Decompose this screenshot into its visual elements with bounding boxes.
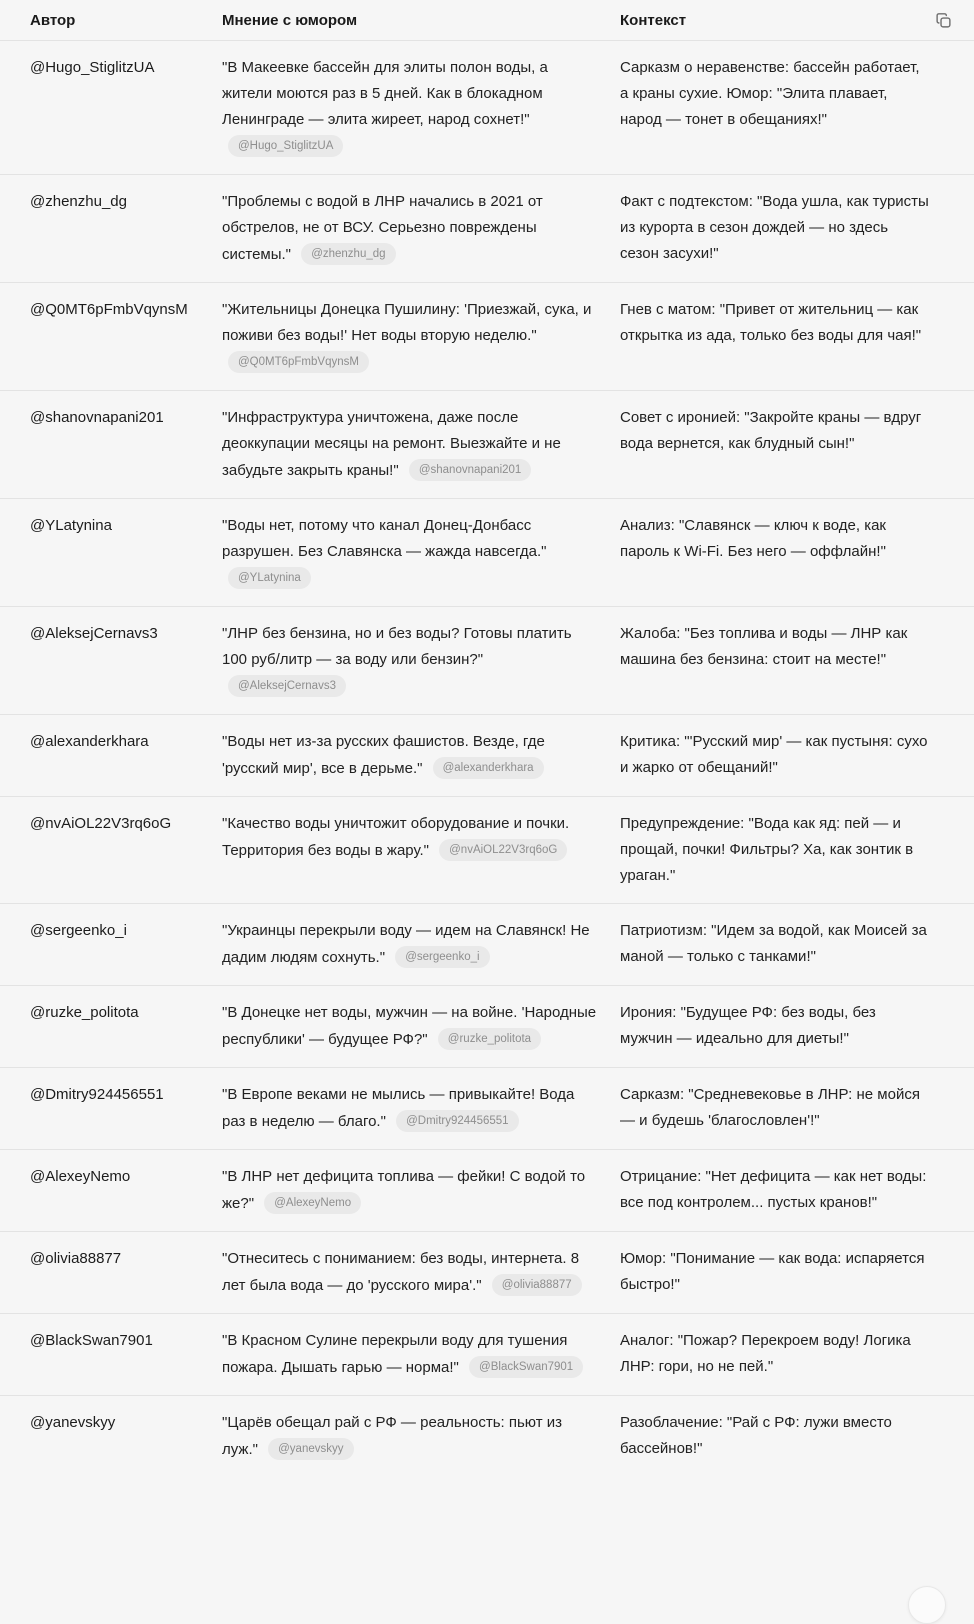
author-handle: @olivia88877 bbox=[30, 1250, 122, 1267]
author-badge: @Dmitry924456551 bbox=[396, 1110, 518, 1132]
author-badge: @AlexeyNemo bbox=[264, 1192, 361, 1214]
opinion-cell bbox=[222, 1246, 620, 1299]
opinion-text: "В Красном Сулине перекрыли воду для тушения пожара. Дышать гарью — норма!" bbox=[222, 1332, 568, 1376]
opinion-cell bbox=[222, 729, 620, 782]
author-badge: @YLatynina bbox=[228, 567, 311, 589]
author-handle: @nvAiOL22V3rq6oG bbox=[30, 815, 172, 832]
opinion-text: "Отнеситесь с пониманием: без воды, интернета. 8 лет была вода — до 'русского мира'." bbox=[222, 1250, 580, 1294]
table-row bbox=[0, 1395, 974, 1477]
context-text: Ирония: "Будущее РФ: без воды, без мужчин — идеально для диеты!" bbox=[620, 1004, 876, 1047]
context-text: Отрицание: "Нет дефицита — как нет воды: все под контролем... пустых кранов!" bbox=[620, 1168, 927, 1211]
author-handle: @Hugo_StiglitzUA bbox=[30, 59, 155, 76]
opinion-cell bbox=[222, 1164, 620, 1217]
opinion-text: "Украинцы перекрыли воду — идем на Славянск! Не дадим людям сохнуть." bbox=[222, 922, 590, 966]
table-row bbox=[0, 498, 974, 606]
opinion-cell bbox=[222, 297, 620, 376]
context-text: Разоблачение: "Рай с РФ: лужи вместо бассейнов!" bbox=[620, 1414, 892, 1457]
context-text: Юмор: "Понимание — как вода: испаряется быстро!" bbox=[620, 1250, 925, 1293]
opinion-text: "Инфраструктура уничтожена, даже после деоккупации месяцы на ремонт. Выезжайте и не забудьте закрыть краны!" bbox=[222, 409, 561, 479]
opinion-cell bbox=[222, 405, 620, 484]
column-header-context: Контекст bbox=[620, 11, 687, 29]
opinion-text: "В Макеевке бассейн для элиты полон воды, а жители моются раз в 5 дней. Как в блокадном Ленинграде — элита жиреет, народ сохнет!" bbox=[222, 59, 548, 128]
context-text: Патриотизм: "Идем за водой, как Моисей за маной — только с танками!" bbox=[620, 922, 927, 965]
author-badge: @Q0MT6pFmbVqynsM bbox=[228, 351, 369, 373]
opinion-text: "Качество воды уничтожит оборудование и почки. Территория без воды в жару." bbox=[222, 815, 570, 859]
table-row bbox=[0, 714, 974, 796]
table-row bbox=[0, 903, 974, 985]
author-handle: @yanevskyy bbox=[30, 1414, 116, 1431]
opinion-text: "Проблемы с водой в ЛНР начались в 2021 от обстрелов, не от ВСУ. Серьезно повреждены системы." bbox=[222, 193, 543, 263]
opinion-text: "ЛНР без бензина, но и без воды? Готовы платить 100 руб/литр — за воду или бензин?" bbox=[222, 625, 572, 668]
author-badge: @nvAiOL22V3rq6oG bbox=[439, 839, 567, 861]
table-row bbox=[0, 40, 974, 174]
author-badge: @alexanderkhara bbox=[433, 757, 544, 779]
context-text: Жалоба: "Без топлива и воды — ЛНР как машина без бензина: стоит на месте!" bbox=[620, 625, 908, 668]
author-handle: @ruzke_politota bbox=[30, 1004, 139, 1021]
opinion-cell bbox=[222, 189, 620, 268]
context-text: Предупреждение: "Вода как яд: пей — и прощай, почки! Фильтры? Ха, как зонтик в ураган." bbox=[620, 815, 914, 884]
table-row bbox=[0, 1231, 974, 1313]
opinion-text: "В Европе веками не мылись — привыкайте! Вода раз в неделю — благо." bbox=[222, 1086, 575, 1130]
opinion-cell bbox=[222, 1410, 620, 1463]
opinion-cell bbox=[222, 811, 620, 889]
opinion-text: "Воды нет из-за русских фашистов. Везде, где 'русский мир', все в дерьме." bbox=[222, 733, 545, 777]
author-handle: @YLatynina bbox=[30, 517, 112, 534]
opinion-cell bbox=[222, 513, 620, 592]
author-badge: @BlackSwan7901 bbox=[469, 1356, 583, 1378]
table-header bbox=[0, 0, 974, 40]
author-badge: @shanovnapani201 bbox=[409, 459, 531, 481]
author-handle: @alexanderkhara bbox=[30, 733, 149, 750]
context-text: Совет с иронией: "Закройте краны — вдруг вода вернется, как блудный сын!" bbox=[620, 409, 922, 452]
author-handle: @shanovnapani201 bbox=[30, 409, 164, 426]
context-text: Сарказм о неравенстве: бассейн работает, а краны сухие. Юмор: "Элита плавает, народ — тонет в обещаниях!" bbox=[620, 59, 920, 128]
author-badge: @Hugo_StiglitzUA bbox=[228, 135, 343, 157]
context-text: Сарказм: "Средневековье в ЛНР: не мойся — и будешь 'благословлен'!" bbox=[620, 1086, 920, 1129]
copy-table-button[interactable] bbox=[933, 10, 954, 31]
opinion-cell bbox=[222, 55, 620, 160]
opinion-text: "В Донецке нет воды, мужчин — на войне. 'Народные республики' — будущее РФ?" bbox=[222, 1004, 597, 1048]
context-text: Критика: "'Русский мир' — как пустыня: сухо и жарко от обещаний!" bbox=[620, 733, 928, 776]
table-row bbox=[0, 1149, 974, 1231]
table-row bbox=[0, 390, 974, 498]
opinion-text: "Жительницы Донецка Пушилину: 'Приезжай, сука, и поживи без воды!' Нет воды вторую неделю." bbox=[222, 301, 592, 344]
copy-icon bbox=[935, 12, 952, 29]
author-handle: @sergeenko_i bbox=[30, 922, 127, 939]
author-handle: @BlackSwan7901 bbox=[30, 1332, 153, 1349]
table-row bbox=[0, 606, 974, 714]
column-header-author: Автор bbox=[30, 11, 76, 29]
context-text: Факт с подтекстом: "Вода ушла, как туристы из курорта в сезон дождей — но здесь сезон засухи!" bbox=[620, 193, 929, 262]
author-handle: @AleksejCernavs3 bbox=[30, 625, 158, 642]
scroll-down-button[interactable] bbox=[908, 1586, 946, 1624]
context-text: Гнев с матом: "Привет от жительниц — как открытка из ада, только без воды для чая!" bbox=[620, 301, 922, 344]
context-text: Анализ: "Славянск — ключ к воде, как пароль к Wi-Fi. Без него — оффлайн!" bbox=[620, 517, 886, 560]
author-handle: @Dmitry924456551 bbox=[30, 1086, 164, 1103]
opinion-cell bbox=[222, 621, 620, 700]
context-text: Аналог: "Пожар? Перекроем воду! Логика ЛНР: гори, но не пей." bbox=[620, 1332, 911, 1375]
table-row bbox=[0, 985, 974, 1067]
table-row bbox=[0, 282, 974, 390]
author-badge: @AleksejCernavs3 bbox=[228, 675, 346, 697]
author-handle: @Q0MT6pFmbVqynsM bbox=[30, 301, 188, 318]
opinion-text: "Воды нет, потому что канал Донец-Донбасс разрушен. Без Славянска — жажда навсегда." bbox=[222, 517, 547, 560]
table-body bbox=[0, 40, 974, 1477]
table-row bbox=[0, 1067, 974, 1149]
opinion-cell bbox=[222, 1328, 620, 1381]
opinion-cell bbox=[222, 918, 620, 971]
table-row bbox=[0, 174, 974, 282]
opinion-cell bbox=[222, 1082, 620, 1135]
opinion-cell bbox=[222, 1000, 620, 1053]
author-badge: @yanevskyy bbox=[268, 1438, 353, 1460]
author-badge: @olivia88877 bbox=[492, 1274, 582, 1296]
table-row bbox=[0, 796, 974, 903]
author-badge: @ruzke_politota bbox=[438, 1028, 541, 1050]
opinion-text: "В ЛНР нет дефицита топлива — фейки! С водой то же?" bbox=[222, 1168, 586, 1212]
author-handle: @zhenzhu_dg bbox=[30, 193, 127, 210]
column-header-opinion: Мнение с юмором bbox=[222, 11, 358, 29]
author-handle: @AlexeyNemo bbox=[30, 1168, 131, 1185]
author-badge: @zhenzhu_dg bbox=[301, 243, 395, 265]
table-row bbox=[0, 1313, 974, 1395]
author-badge: @sergeenko_i bbox=[395, 946, 489, 968]
opinion-text: "Царёв обещал рай с РФ — реальность: пьют из луж." bbox=[222, 1414, 562, 1458]
